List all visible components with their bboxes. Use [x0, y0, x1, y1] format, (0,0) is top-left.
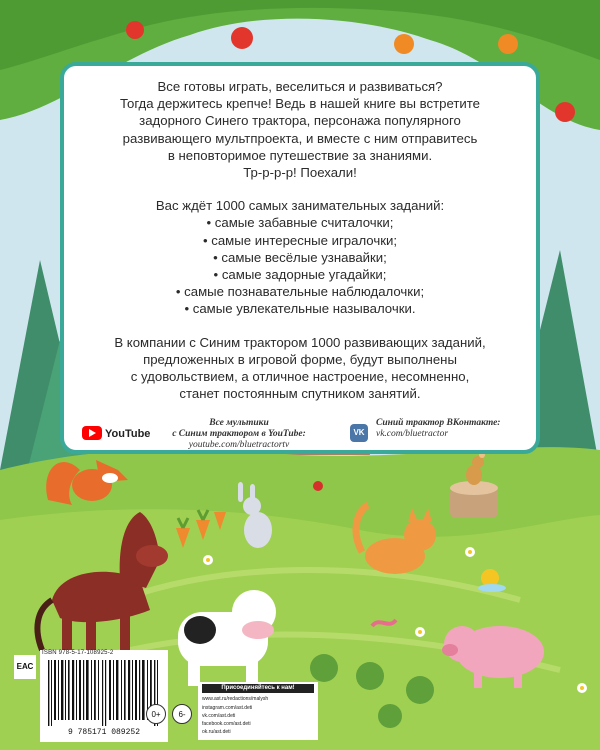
social-link[interactable]: vk.com/ast.deti: [202, 713, 236, 719]
social-links-box: [198, 682, 318, 740]
barcode: [40, 650, 168, 742]
list-item: • самые забавные считалочки;: [206, 215, 394, 231]
barcode-number: 9 785171 089252: [67, 728, 140, 737]
youtube-link[interactable]: [78, 418, 306, 454]
closing-line: В компании с Синим трактором 1000 развивающих заданий,: [114, 334, 486, 350]
list-item: • самые познавательные наблюдалочки;: [175, 284, 425, 300]
intro-line: развивающего мультпроекта, и вместе с ним отправитесь: [122, 130, 478, 146]
age-rating-badge: 6-: [172, 704, 192, 724]
intro-line: задорного Синего трактора, персонажа популярного: [139, 113, 461, 129]
apple-icon: [555, 102, 575, 122]
social-link[interactable]: facebook.com/ast.deti: [202, 721, 251, 727]
social-link[interactable]: ok.ru/ast.deti: [202, 729, 231, 735]
task-list-heading: Вас ждёт 1000 самых занимательных заданий:: [155, 198, 445, 214]
vk-caption-line1: Синий трактор ВКонтакте:: [376, 418, 501, 428]
closing-text: [82, 334, 518, 403]
eac-mark: ЕАС: [14, 655, 36, 679]
closing-line: предложенных в игровой форме, будут выполнены: [143, 351, 457, 367]
barcode-bars: [46, 660, 162, 726]
links-row: [78, 414, 522, 454]
vk-link[interactable]: [340, 418, 540, 454]
list-item: • самые интересные игралочки;: [202, 232, 398, 248]
apple-icon: [394, 34, 414, 54]
apple-icon: [126, 21, 144, 39]
youtube-logo-text: YouTube: [105, 428, 151, 440]
vk-icon: VK: [350, 424, 368, 442]
intro-line: Тогда держитесь крепче! Ведь в нашей книге вы встретите: [119, 96, 481, 112]
list-item: • самые задорные угадайки;: [213, 267, 387, 283]
youtube-url[interactable]: youtube.com/bluetractortv: [188, 440, 290, 450]
list-item: • самые весёлые узнавайки;: [213, 249, 387, 265]
closing-line: станет постоянным спутником занятий.: [179, 386, 421, 402]
youtube-icon: [82, 426, 102, 440]
task-list: [82, 214, 518, 317]
apple-icon: [498, 34, 518, 54]
closing-line: с удовольствием, а отличное настроение, несомненно,: [130, 369, 470, 385]
youtube-caption: [154, 418, 324, 451]
intro-text: [82, 78, 518, 181]
intro-line: в неповторимое путешествие за знаниями.: [167, 147, 433, 163]
list-item: • самые увлекательные называлочки.: [184, 301, 416, 317]
youtube-caption-line2: с Синим трактором в YouTube:: [172, 429, 306, 439]
age-rating-badge: 0+: [146, 704, 166, 724]
vk-caption: [376, 418, 546, 440]
social-link[interactable]: www.ast.ru/redactions/malysh: [202, 696, 269, 702]
isbn-text: ISBN 978-5-17-108925-2: [42, 650, 114, 656]
intro-line: Все готовы играть, веселиться и развиваться?: [157, 79, 443, 94]
apple-icon: [231, 27, 253, 49]
intro-line: Тр-р-р-р! Поехали!: [243, 165, 357, 181]
vk-url[interactable]: vk.com/bluetractor: [376, 429, 449, 439]
youtube-caption-line1: Все мультики: [209, 418, 269, 428]
social-link[interactable]: instagram.com/ast.deti: [202, 705, 253, 711]
social-title: Присоединяйтесь к нам!: [202, 684, 314, 693]
ladybug-icon: [313, 481, 323, 491]
description-panel: [60, 62, 540, 454]
